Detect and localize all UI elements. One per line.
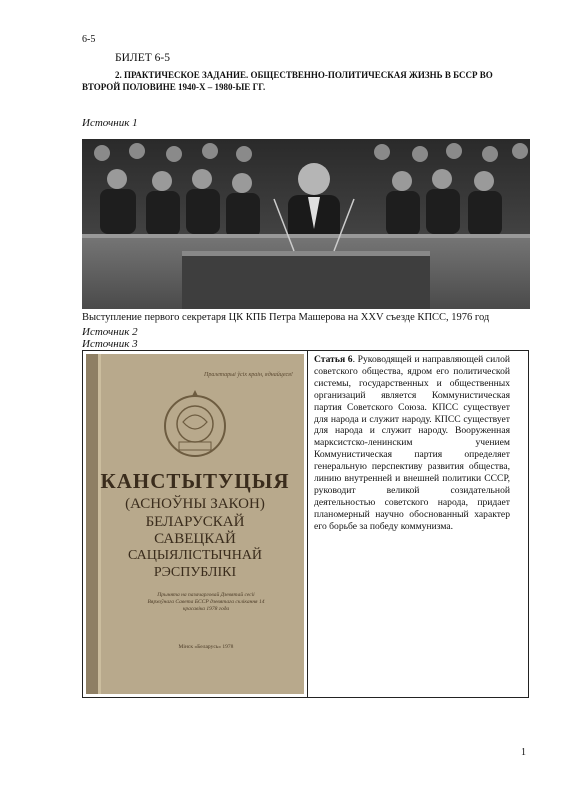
photo-illustration bbox=[82, 139, 530, 309]
page-number: 1 bbox=[521, 747, 526, 758]
cover-title-line-5: САЦЫЯЛІСТЫЧНАЙ bbox=[127, 548, 263, 563]
cover-title-line-2: (АСНОЎНЫ ЗАКОН) bbox=[125, 496, 265, 512]
task-heading: 2. ПРАКТИЧЕСКОЕ ЗАДАНИЕ. ОБЩЕСТВЕННО-ПОЛИТИЧЕСКАЯ ЖИЗНЬ В БССР ВО ВТОРОЙ ПОЛОВИНЕ 1940-Х – 1980-ЫЕ ГГ. bbox=[82, 70, 493, 92]
article-body: . Руководящей и направляющей силой советского общества, ядром его политической системы, государственных и общественных организаций является Коммунистическая партия Советского Союза. КПСС существует для народа и служит народу. КПСС существует для народа и служит народу. Вооруженная марксистско-ленинским учением Коммунистическая партия определяет генеральную перспективу развития общества, линию внутренней и внешней политики СССР, руководит великой созидательной деятельностью советского народа, придает планомерный научно обоснованный характер его борьбе за победу коммунизма. bbox=[314, 354, 511, 532]
document-code: 6-5 bbox=[82, 34, 96, 45]
source-2-label: Источник 2 bbox=[82, 326, 138, 338]
cover-title-line-4: САВЕЦКАЙ bbox=[154, 531, 236, 547]
cover-title-line-3: БЕЛАРУСКАЙ bbox=[145, 514, 245, 530]
photo-caption: Выступление первого секретаря ЦК КПБ Петра Машерова на XXV съезде КПСС, 1976 год bbox=[82, 312, 490, 323]
table-column-divider bbox=[307, 351, 308, 697]
article-6-text bbox=[314, 354, 510, 533]
cover-imprint: Мінск «Беларусь» 1978 bbox=[178, 644, 234, 650]
source-3-table bbox=[82, 350, 529, 698]
cover-title-line-6: РЭСПУБЛІКІ bbox=[153, 565, 237, 580]
cover-title-line-1: КАНСТЫТУЦЫЯ bbox=[100, 469, 290, 493]
masherov-speech-photo bbox=[82, 139, 530, 309]
constitution-cover-image bbox=[86, 354, 304, 694]
article-title: Статья 6 bbox=[314, 354, 353, 365]
source-1-label: Источник 1 bbox=[82, 117, 138, 129]
ticket-title: БИЛЕТ 6-5 bbox=[115, 52, 170, 64]
cover-adoption-note: Прынята на пазачарговай Дзевятай сесіі Вярхоўнага Савета БССР дзевятага склікання 14 красавіка 1978 года bbox=[147, 592, 265, 612]
source-3-label: Источник 3 bbox=[82, 338, 138, 350]
cover-motto: Пралетарыі ўсіх краін, яднайцеся! bbox=[204, 372, 293, 378]
